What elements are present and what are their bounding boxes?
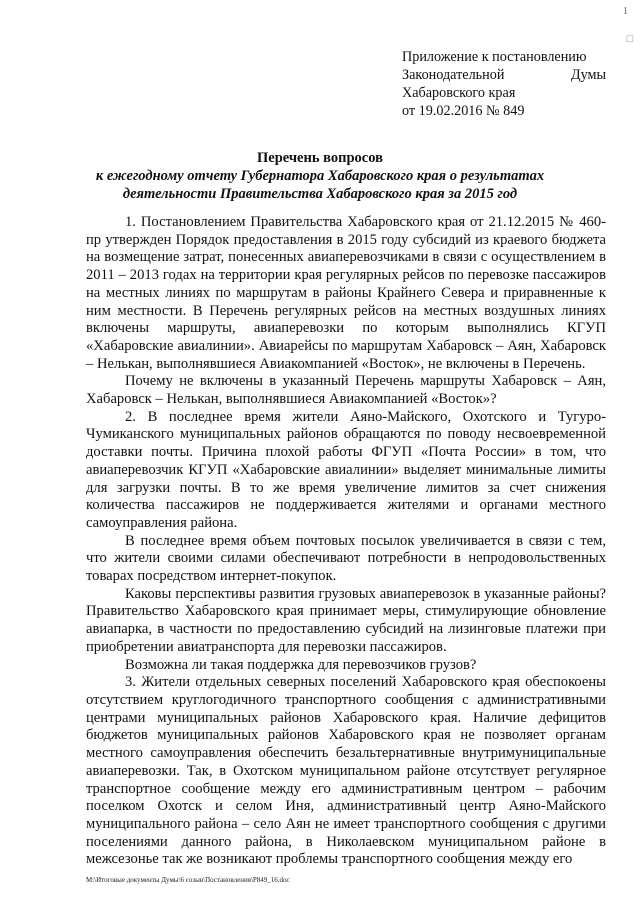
document-body	[86, 214, 606, 869]
appendix-line-3: Хабаровского края	[402, 85, 516, 101]
paragraph-5: Каковы перспективы развития грузовых авиаперевозок в указанные районы? Правительство Хабаровского края принимает меры, стимулирующие обновление авиапарка, в частности по предоставлению субсидий на лизинговые платежи при приобретении авиатранспорта для перевозки пассажиров.	[86, 585, 606, 655]
title-subheading-line-1: к ежегодному отчету Губернатора Хабаровского края о результатах	[95, 168, 545, 184]
page-corner-mark: 1	[623, 6, 628, 17]
appendix-block	[402, 48, 606, 120]
title-heading: Перечень вопросов	[257, 150, 383, 166]
margin-checkbox-mark: ☐	[625, 34, 634, 44]
file-path-footer: M:\Итоговые документы Думы\6 созыв\Постановления\Р849_16.doc	[86, 876, 290, 884]
document-title	[40, 149, 600, 203]
paragraph-1: 1. Постановлением Правительства Хабаровского края от 21.12.2015 № 460-пр утвержден Порядок предоставления в 2015 году субсидий из краевого бюджета на возмещение затрат, понесенных авиаперевозчиками в связи с осуществлением в 2011 – 2013 годах на территории края регулярных рейсов по перевозке пассажиров на местных линиях по маршрутам в районы Крайнего Севера и приравненные к ним местности. В Перечень регулярных рейсов на местных воздушных линиях включены маршруты, авиаперевозки по которым выполнялись КГУП «Хабаровские авиалинии». Авиарейсы по маршрутам Хабаровск – Аян, Хабаровск – Нелькан, выполнявшиеся Авиакомпанией «Восток», не включены в Перечень.	[86, 214, 606, 372]
paragraph-7: 3. Жители отдельных северных поселений Хабаровского края обеспокоены отсутствием круглогодичного транспортного сообщения с административными центрами муниципальных районов Хабаровского края. Наличие дефицитов бюджетов муниципальных районов Хабаровского края не позволяет органам местного самоуправления обеспечить безальтернативные внутримуниципальные авиаперевозки. Так, в Охотском муниципальном районе отсутствует регулярное транспортное сообщение между его административным центром – рабочим поселком Охотск и селом Иня, административный центр Аяно-Майского муниципального района – село Аян не имеет транспортного сообщения с другими поселениями данного района, в Николаевском муниципальном районе в межсезонье так же возникают проблемы транспортного сообщения между его	[86, 674, 606, 868]
appendix-line-2: Законодательной Думы	[402, 67, 606, 83]
appendix-line-4: от 19.02.2016 № 849	[402, 103, 525, 119]
paragraph-6: Возможна ли такая поддержка для перевозчиков грузов?	[125, 656, 477, 673]
paragraph-4: В последнее время объем почтовых посылок увеличивается в связи с тем, что жители своими силами обеспечивают потребности в непродовольственных товарах посредством интернет-покупок.	[86, 532, 606, 585]
paragraph-2: Почему не включены в указанный Перечень маршруты Хабаровск – Аян, Хабаровск – Нелькан, выполнявшиеся Авиакомпанией «Восток»?	[86, 373, 606, 408]
paragraph-3: 2. В последнее время жители Аяно-Майского, Охотского и Тугуро-Чумиканского муниципальных районов обращаются по поводу несвоевременной доставки почты. Причина плохой работы ФГУП «Почта России» в том, что авиаперевозчик КГУП «Хабаровские авиалинии» выделяет минимальные лимиты для загрузки почты. В то же время увеличение лимитов за счет снижения количества пассажиров не поддерживается жителями и органами местного самоуправления района.	[86, 408, 606, 531]
appendix-line-1: Приложение к постановлению	[402, 49, 587, 65]
title-subheading-line-2: деятельности Правительства Хабаровского края за 2015 год	[122, 186, 518, 202]
